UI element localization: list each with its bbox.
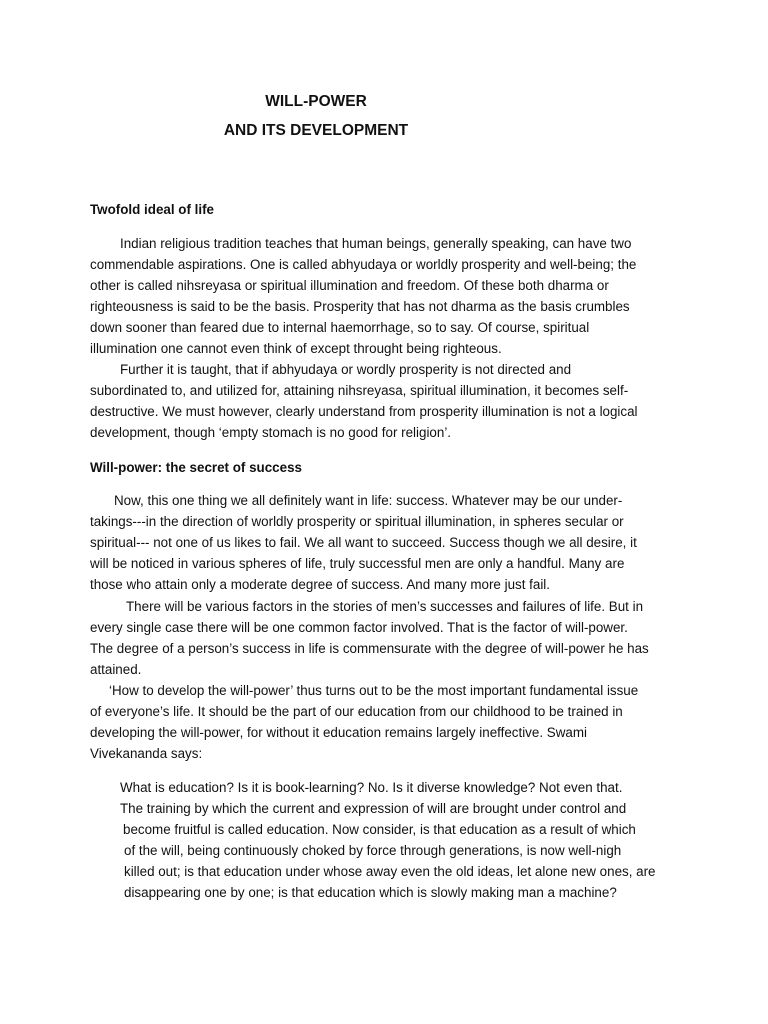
paragraph-line: down sooner than feared due to internal haemorrhage, so to say. Of course, spiritual [90,320,590,335]
paragraph-line: Now, this one thing we all definitely want in life: success. Whatever may be our under- [114,493,623,508]
paragraph-line: attained. [90,662,142,677]
section-heading: Will-power: the secret of success [90,460,302,475]
paragraph-line: of everyone’s life. It should be the part of our education from our childhood to be trained in [90,704,623,719]
paragraph-line: developing the will-power, for without it education remains largely ineffective. Swami [90,725,587,740]
paragraph-line: Further it is taught, that if abhyudaya or wordly prosperity is not directed and [120,362,572,377]
paragraph-line: illumination one cannot even think of except throught being righteous. [90,341,502,356]
quote-line: killed out; is that education under whose away even the old ideas, let alone new ones, are [124,864,656,879]
quote-line: The training by which the current and expression of will are brought under control and [120,801,627,816]
paragraph-line: destructive. We must however, clearly understand from prosperity illumination is not a logical [90,404,638,419]
paragraph-line: will be noticed in various spheres of life, truly successful men are only a handful. Many are [90,556,625,571]
section-heading: Twofold ideal of life [90,202,214,217]
paragraph-line: subordinated to, and utilized for, attaining nihsreyasa, spiritual illumination, it becomes self- [90,383,629,398]
quote-line: of the will, being continuously choked by force through generations, is now well-nigh [124,843,622,858]
quote-line: What is education? Is it is book-learning? No. Is it diverse knowledge? Not even that. [120,780,623,795]
paragraph-line: Vivekananda says: [90,746,203,761]
paragraph-line: other is called nihsreyasa or spiritual illumination and freedom. Of these both dharma or [90,278,609,293]
paragraph-line: development, though ‘empty stomach is no good for religion’. [90,425,452,440]
title-line-2: AND ITS DEVELOPMENT [223,122,409,139]
paragraph-line: every single case there will be one common factor involved. That is the factor of will-power. [90,620,628,635]
paragraph-line: ‘How to develop the will-power’ thus turns out to be the most important fundamental issue [109,683,639,698]
paragraph-line: those who attain only a moderate degree of success. And many more just fail. [90,577,550,592]
paragraph-line: The degree of a person’s success in life is commensurate with the degree of will-power he has [90,641,649,656]
paragraph-line: righteousness is said to be the basis. Prosperity that has not dharma as the basis crumbles [90,299,630,314]
quote-line: disappearing one by one; is that education which is slowly making man a machine? [124,885,617,900]
paragraph-line: commendable aspirations. One is called abhyudaya or worldly prosperity and well-being; the [90,257,637,272]
title-line-1: WILL-POWER [265,93,367,110]
paragraph-line: spiritual--- not one of us likes to fail. We all want to succeed. Success though we all desire, it [90,535,637,550]
paragraph-line: Indian religious tradition teaches that human beings, generally speaking, can have two [120,236,632,251]
paragraph-line: There will be various factors in the stories of men’s successes and failures of life. But in [126,599,644,614]
quote-line: become fruitful is called education. Now consider, is that education as a result of which [123,822,636,837]
paragraph-line: takings---in the direction of worldly prosperity or spiritual illumination, in spheres secular or [90,514,624,529]
